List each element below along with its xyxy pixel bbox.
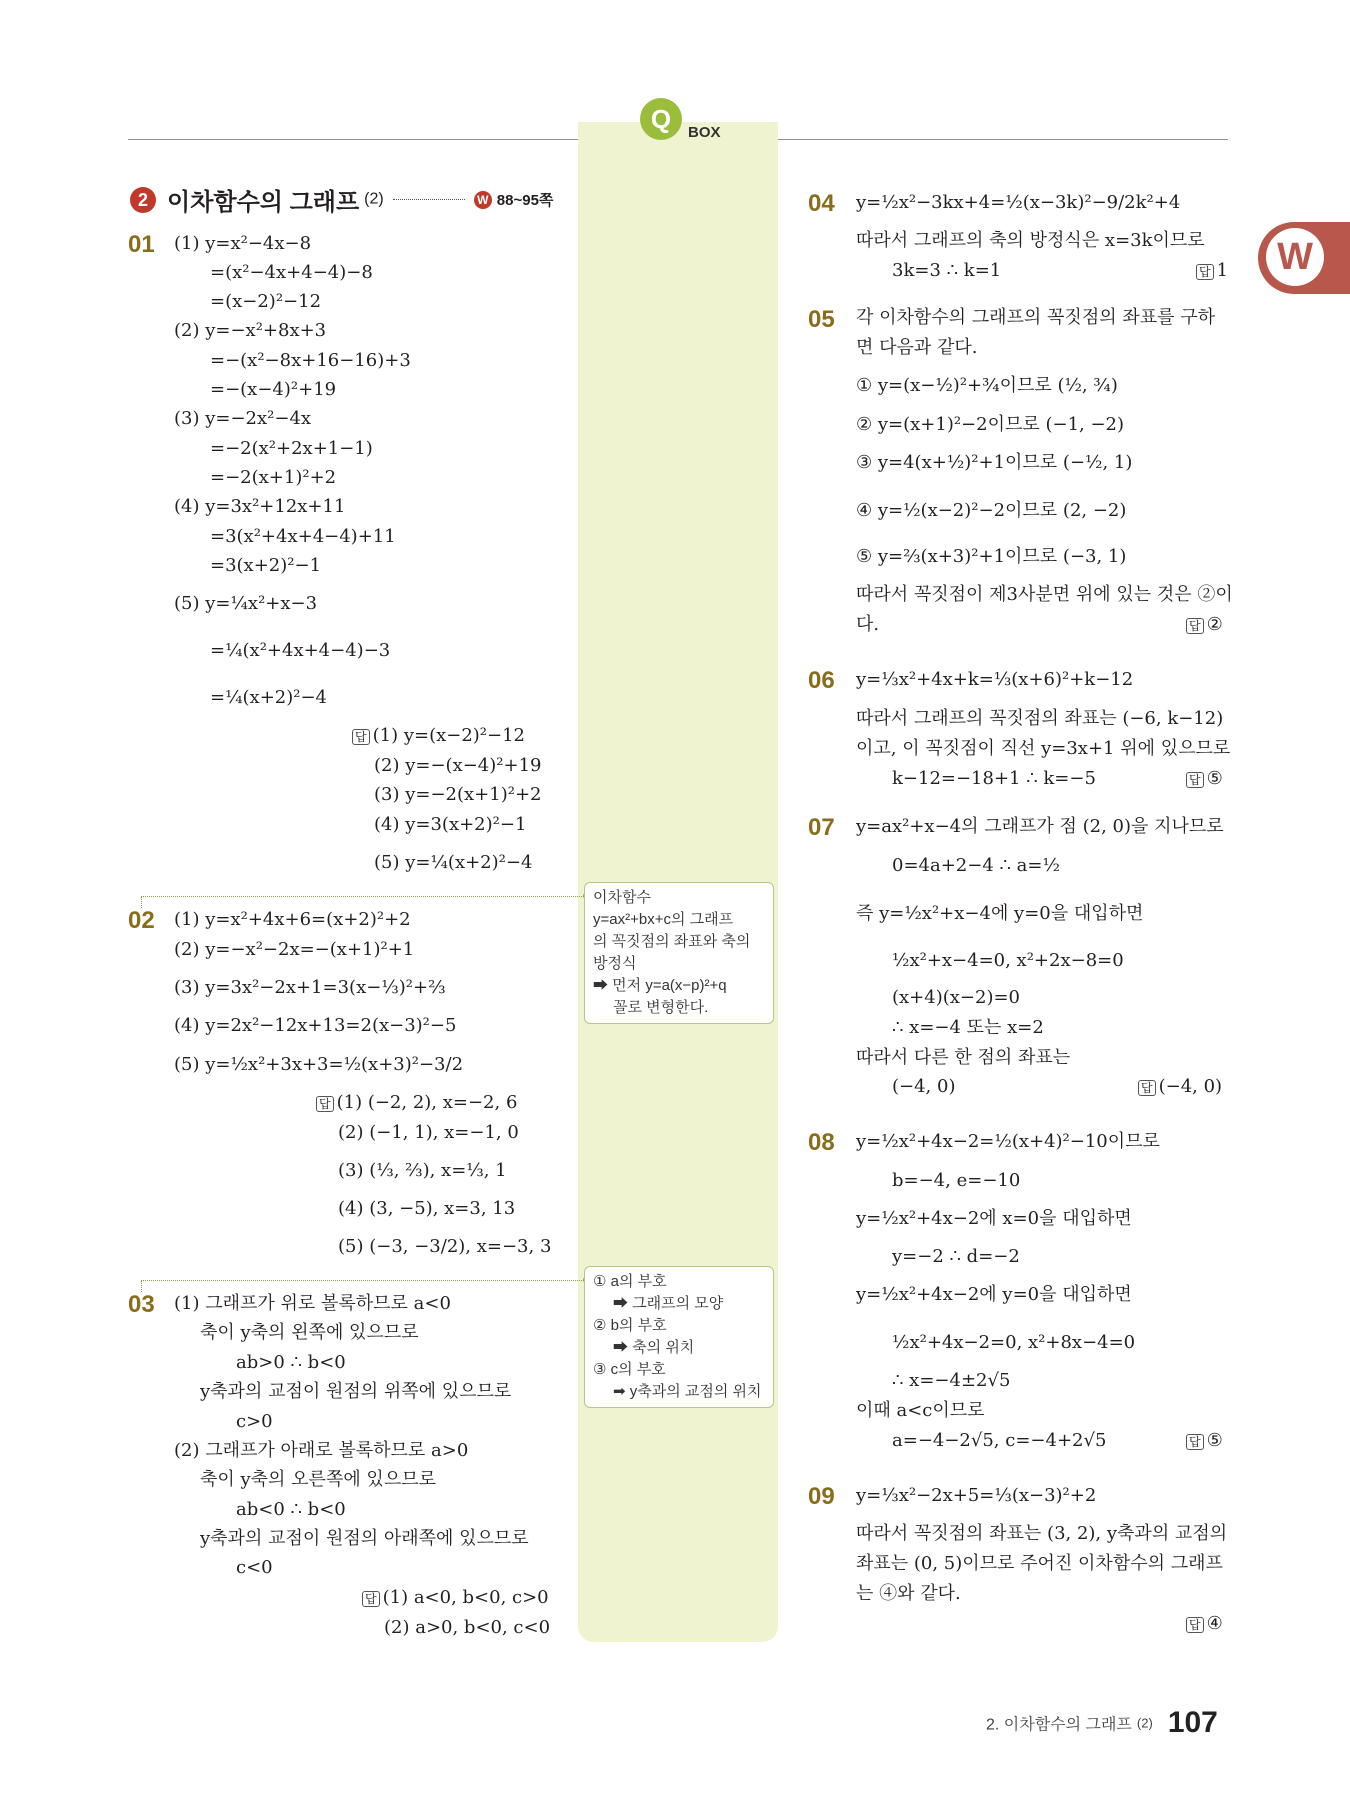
p08-line: b=−4, e=−10 — [892, 1170, 1021, 1191]
p05-line: ⑤ y=⅔(x+3)²+1이므로 (−3, 1) — [856, 546, 1127, 567]
connector-03 — [141, 1280, 586, 1281]
p01-line: (3) y=−2x²−4x — [174, 408, 312, 429]
p04-answer — [1196, 260, 1228, 282]
p08-line: ∴ x=−4±2√5 — [892, 1370, 1011, 1391]
problem-02-number: 02 — [128, 907, 155, 934]
p01-line: =¼(x²+4x+4−4)−3 — [210, 640, 391, 661]
note-line: ➡ 먼저 y=a(x−p)²+q — [593, 977, 727, 994]
p02-line: (3) y=3x²−2x+1=3(x−⅓)²+⅔ — [174, 977, 446, 998]
p08-line: y=½x²+4x−2에 y=0을 대입하면 — [856, 1284, 1132, 1305]
p05-line: 다. — [856, 614, 880, 635]
p05-line: ② y=(x+1)²−2이므로 (−1, −2) — [856, 414, 1125, 435]
answer-mark-icon: 답 — [316, 1096, 334, 1112]
problem-04-number: 04 — [808, 190, 835, 217]
p01-line: =3(x+2)²−1 — [210, 555, 322, 576]
p08-line: ½x²+4x−2=0, x²+8x−4=0 — [892, 1332, 1136, 1353]
p06-line: 따라서 그래프의 꼭짓점의 좌표는 (−6, k−12) — [856, 708, 1224, 729]
p04-line: y=½x²−3kx+4=½(x−3k)²−9/2k²+4 — [856, 192, 1181, 213]
p03-line: ab<0 ∴ b<0 — [236, 1499, 346, 1520]
p01-line: =−(x²−8x+16−16)+3 — [210, 350, 411, 371]
p05-answer-text: ② — [1206, 614, 1223, 635]
p08-line: y=½x²+4x−2에 x=0을 대입하면 — [856, 1208, 1132, 1229]
p06-answer — [1186, 768, 1223, 790]
p03-answer — [362, 1587, 549, 1609]
note-line: ② b의 부호 — [593, 1317, 667, 1334]
problem-08-number: 08 — [808, 1129, 835, 1156]
p03-line: (1) 그래프가 위로 볼록하므로 a<0 — [174, 1293, 451, 1314]
note-line: ① a의 부호 — [593, 1273, 667, 1290]
problem-06-number: 06 — [808, 667, 835, 694]
p03-line: y축과의 교점이 원점의 위쪽에 있으므로 — [200, 1381, 512, 1402]
p06-line: y=⅓x²+4x+k=⅓(x+6)²+k−12 — [856, 669, 1134, 690]
answer-mark-icon: 답 — [1186, 1617, 1204, 1633]
qbox-header — [640, 98, 740, 144]
section-ref-pages: 88~95쪽 — [496, 192, 554, 209]
p08-line: y=−2 ∴ d=−2 — [892, 1246, 1020, 1267]
p08-line: 이때 a<c이므로 — [856, 1400, 985, 1421]
p03-line: ab>0 ∴ b<0 — [236, 1352, 346, 1373]
section-heading — [130, 182, 553, 217]
p07-line: ∴ x=−4 또는 x=2 — [892, 1017, 1044, 1038]
p05-line: 면 다음과 같다. — [856, 337, 978, 358]
p07-line: y=ax²+x−4의 그래프가 점 (2, 0)을 지나므로 — [856, 816, 1224, 837]
p05-line: ① y=(x−½)²+¾이므로 (½, ¾) — [856, 375, 1118, 396]
footer-chapter: 2. 이차함수의 그래프 — [986, 1716, 1132, 1734]
p01-line: =−2(x²+2x+1−1) — [210, 438, 373, 459]
p07-line: (x+4)(x−2)=0 — [892, 987, 1020, 1008]
p03-answer-text: (2) a>0, b<0, c<0 — [384, 1617, 551, 1638]
p09-line: 따라서 꼭짓점의 좌표는 (3, 2), y축과의 교점의 — [856, 1523, 1228, 1544]
p08-answer — [1186, 1430, 1223, 1452]
p06-line: k−12=−18+1 ∴ k=−5 — [892, 768, 1096, 789]
p01-line: =(x²−4x+4−4)−8 — [210, 262, 373, 283]
p02-line: (2) y=−x²−2x=−(x+1)²+1 — [174, 939, 415, 960]
p02-line: (1) y=x²+4x+6=(x+2)²+2 — [174, 909, 411, 930]
sidebar-note-vertex — [584, 882, 774, 1024]
q-badge-icon: Q — [640, 98, 682, 140]
note-line: ➡ 그래프의 모양 — [613, 1295, 724, 1312]
p08-answer-text: ⑤ — [1206, 1430, 1223, 1451]
p03-line: (2) 그래프가 아래로 볼록하므로 a>0 — [174, 1440, 469, 1461]
p09-line: y=⅓x²−2x+5=⅓(x−3)²+2 — [856, 1485, 1097, 1506]
p07-answer — [1138, 1076, 1222, 1098]
p09-answer — [1186, 1613, 1223, 1635]
p05-line: 각 이차함수의 그래프의 꼭짓점의 좌표를 구하 — [856, 307, 1215, 328]
note-line: ➡ y축과의 교점의 위치 — [613, 1383, 762, 1400]
problem-09-number: 09 — [808, 1483, 835, 1510]
p01-answer-text: (2) y=−(x−4)²+19 — [374, 755, 542, 776]
p06-answer-text: ⑤ — [1206, 768, 1223, 789]
p07-line: 즉 y=½x²+x−4에 y=0을 대입하면 — [856, 903, 1144, 924]
p07-line: 0=4a+2−4 ∴ a=½ — [892, 855, 1060, 876]
footer-chapter-suffix: (2) — [1136, 1715, 1153, 1731]
p09-line: 좌표는 (0, 5)이므로 주어진 이차함수의 그래프 — [856, 1553, 1223, 1574]
note-line: y=ax²+bx+c의 그래프 — [593, 911, 734, 928]
page-number: 107 — [1167, 1706, 1218, 1739]
p09-line: 는 ④와 같다. — [856, 1583, 961, 1604]
p04-line: 3k=3 ∴ k=1 — [892, 260, 1002, 281]
note-line: 이차함수 — [593, 889, 651, 906]
p01-answer-text: (5) y=¼(x+2)²−4 — [374, 852, 533, 873]
p01-line: (2) y=−x²+8x+3 — [174, 320, 327, 341]
note-line: ➡ 축의 위치 — [613, 1339, 695, 1356]
p03-line: y축과의 교점이 원점의 아래쪽에 있으므로 — [200, 1528, 529, 1549]
p03-line: 축이 y축의 오른쪽에 있으므로 — [200, 1469, 436, 1490]
p01-line: =−2(x+1)²+2 — [210, 467, 337, 488]
p09-answer-text: ④ — [1206, 1613, 1223, 1634]
p01-answer — [352, 725, 525, 747]
answer-mark-icon: 답 — [352, 729, 370, 745]
answer-mark-icon: 답 — [1138, 1080, 1156, 1096]
p05-answer — [1186, 614, 1223, 636]
w-ref-icon: W — [474, 191, 492, 209]
p01-line: (1) y=x²−4x−8 — [174, 233, 312, 254]
note-line: 방정식 — [593, 955, 637, 972]
problem-05-number: 05 — [808, 306, 835, 333]
answer-mark-icon: 답 — [1186, 772, 1204, 788]
p03-line: c>0 — [236, 1411, 273, 1432]
p01-line: (5) y=¼x²+x−3 — [174, 593, 318, 614]
page-footer — [986, 1706, 1218, 1740]
p08-line: a=−4−2√5, c=−4+2√5 — [892, 1430, 1107, 1451]
p05-line: ④ y=½(x−2)²−2이므로 (2, −2) — [856, 500, 1127, 521]
p07-line: (−4, 0) — [892, 1076, 956, 1097]
section-dotted-leader — [393, 199, 465, 200]
answer-mark-icon: 답 — [1186, 618, 1204, 634]
p02-answer-text: (5) (−3, −3/2), x=−3, 3 — [338, 1236, 552, 1257]
p03-answer-text: (1) a<0, b<0, c>0 — [382, 1587, 549, 1608]
p07-answer-text: (−4, 0) — [1158, 1076, 1223, 1097]
p03-line: 축이 y축의 왼쪽에 있으므로 — [200, 1322, 419, 1343]
p01-line: =(x−2)²−12 — [210, 291, 322, 312]
p06-line: 이고, 이 꼭짓점이 직선 y=3x+1 위에 있으므로 — [856, 738, 1231, 759]
sidebar-note-signs — [584, 1266, 774, 1408]
p02-answer-text: (1) (−2, 2), x=−2, 6 — [336, 1092, 518, 1113]
p02-answer-text: (4) (3, −5), x=3, 13 — [338, 1198, 516, 1219]
note-line: ③ c의 부호 — [593, 1361, 666, 1378]
side-tab — [1258, 222, 1350, 294]
section-title: 이차함수의 그래프 — [167, 189, 360, 216]
problem-01-number: 01 — [128, 231, 155, 258]
p01-answer-text: (1) y=(x−2)²−12 — [372, 725, 525, 746]
connector-02 — [141, 896, 586, 897]
top-rule-right — [778, 139, 1228, 140]
p02-answer-text: (3) (⅓, ⅔), x=⅓, 1 — [338, 1160, 507, 1181]
problem-03-number: 03 — [128, 1291, 155, 1318]
p01-line: =¼(x+2)²−4 — [210, 687, 328, 708]
note-line: 의 꼭짓점의 좌표와 축의 — [593, 933, 751, 950]
p02-answer — [316, 1092, 517, 1114]
p02-answer-text: (2) (−1, 1), x=−1, 0 — [338, 1122, 519, 1143]
p02-line: (4) y=2x²−12x+13=2(x−3)²−5 — [174, 1015, 457, 1036]
p01-answer-text: (4) y=3(x+2)²−1 — [374, 814, 527, 835]
w-tab-icon: W — [1266, 228, 1324, 286]
answer-mark-icon: 답 — [1186, 1434, 1204, 1450]
answer-mark-icon: 답 — [362, 1591, 380, 1607]
p05-line: 따라서 꼭짓점이 제3사분면 위에 있는 것은 ②이 — [856, 584, 1233, 605]
answer-mark-icon: 답 — [1196, 264, 1214, 280]
problem-07-number: 07 — [808, 814, 835, 841]
p04-line: 따라서 그래프의 축의 방정식은 x=3k이므로 — [856, 230, 1205, 251]
p07-line: ½x²+x−4=0, x²+2x−8=0 — [892, 950, 1124, 971]
note-line: 꼴로 변형한다. — [613, 999, 709, 1016]
p01-line: (4) y=3x²+12x+11 — [174, 496, 346, 517]
p01-line: =3(x²+4x+4−4)+11 — [210, 526, 396, 547]
p01-answer-text: (3) y=−2(x+1)²+2 — [374, 784, 542, 805]
qbox-label: BOX — [688, 124, 721, 141]
p08-line: y=½x²+4x−2=½(x+4)²−10이므로 — [856, 1131, 1160, 1152]
p03-line: c<0 — [236, 1557, 273, 1578]
section-title-suffix: (2) — [364, 190, 384, 208]
section-marker-icon: 2 — [130, 187, 156, 213]
p07-line: 따라서 다른 한 점의 좌표는 — [856, 1047, 1071, 1068]
p04-answer-text: 1 — [1216, 260, 1229, 281]
top-rule-left — [128, 139, 578, 140]
p01-line: =−(x−4)²+19 — [210, 379, 337, 400]
p05-line: ③ y=4(x+½)²+1이므로 (−½, 1) — [856, 452, 1133, 473]
p02-line: (5) y=½x²+3x+3=½(x+3)²−3/2 — [174, 1054, 464, 1075]
